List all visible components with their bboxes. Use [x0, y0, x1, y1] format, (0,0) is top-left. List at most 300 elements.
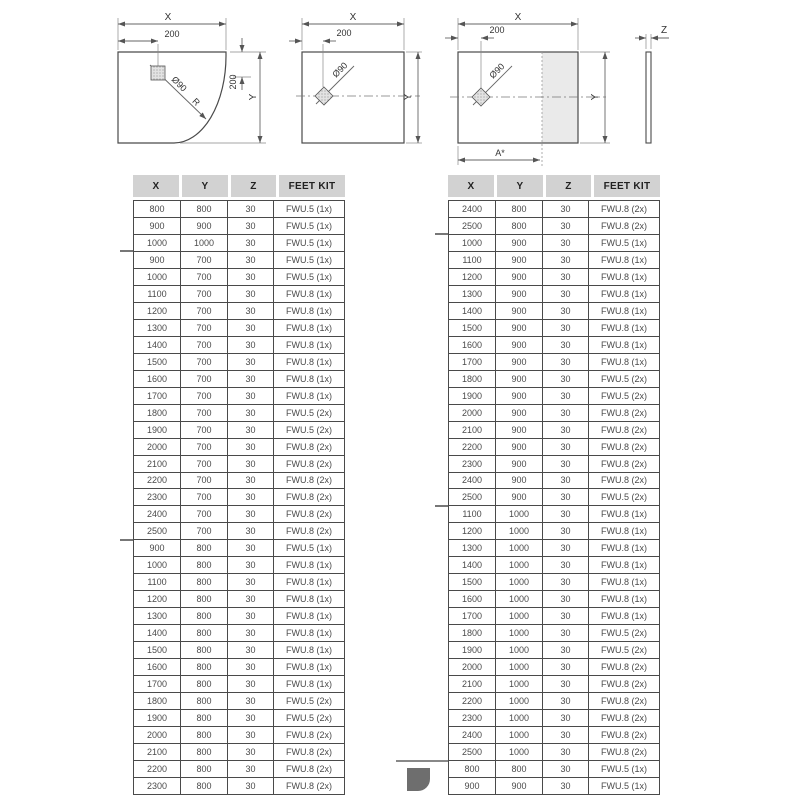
cell-z: 30 [543, 744, 589, 760]
table-row [134, 354, 344, 371]
cell-y: 700 [181, 320, 228, 336]
dim-label-y: Y [248, 93, 259, 101]
table-row [449, 761, 659, 778]
cell-y: 900 [496, 286, 543, 302]
cell-x: 1100 [134, 286, 181, 302]
cell-x: 1900 [134, 422, 181, 438]
cell-z: 30 [543, 591, 589, 607]
cell-z: 30 [543, 659, 589, 675]
cell-x: 1800 [449, 371, 496, 387]
table-row [134, 456, 344, 473]
table-row [134, 676, 344, 693]
dim-label-drain: Ø90 [487, 61, 507, 81]
table-row [449, 405, 659, 422]
table-row [134, 422, 344, 439]
cell-feet-kit: FWU.8 (1x) [286, 305, 332, 316]
cell-y: 900 [496, 388, 543, 404]
col-header-y: Y [497, 175, 543, 197]
table-row [134, 269, 344, 286]
table-row [449, 473, 659, 490]
table-row [134, 252, 344, 269]
dim-label-z: Z [660, 25, 668, 36]
table-row [134, 405, 344, 422]
cell-y: 800 [181, 557, 228, 573]
cell-z: 30 [543, 422, 589, 438]
cell-feet-kit: FWU.8 (1x) [601, 271, 647, 282]
cell-x: 1000 [134, 557, 181, 573]
cell-feet-kit: FWU.8 (2x) [601, 746, 647, 757]
dim-label-200: 200 [489, 25, 505, 35]
cell-y: 800 [181, 727, 228, 743]
cell-z: 30 [543, 218, 589, 234]
cell-y: 700 [181, 388, 228, 404]
cell-z: 30 [228, 286, 274, 302]
cell-x: 1700 [134, 388, 181, 404]
table-row [134, 286, 344, 303]
dim-label-200: 200 [336, 28, 352, 38]
cell-y: 900 [496, 320, 543, 336]
cell-y: 800 [496, 201, 543, 217]
cell-x: 1500 [134, 354, 181, 370]
cell-x: 1100 [449, 252, 496, 268]
cell-z: 30 [228, 676, 274, 692]
cell-x: 1400 [134, 337, 181, 353]
cell-z: 30 [543, 388, 589, 404]
cell-x: 1800 [449, 625, 496, 641]
cell-x: 1900 [449, 642, 496, 658]
table-row [449, 201, 659, 218]
table-row [134, 761, 344, 778]
cell-feet-kit: FWU.8 (2x) [601, 696, 647, 707]
cell-z: 30 [543, 320, 589, 336]
cell-z: 30 [543, 439, 589, 455]
cell-z: 30 [543, 252, 589, 268]
cell-z: 30 [543, 506, 589, 522]
cell-z: 30 [228, 574, 274, 590]
cell-y: 800 [181, 778, 228, 794]
cell-z: 30 [228, 456, 274, 472]
cell-x: 1900 [134, 710, 181, 726]
cell-feet-kit: FWU.8 (1x) [286, 628, 332, 639]
cell-z: 30 [543, 473, 589, 489]
cell-feet-kit: FWU.8 (1x) [601, 339, 647, 350]
cell-z: 30 [543, 778, 589, 794]
cell-y: 1000 [496, 625, 543, 641]
cell-feet-kit: FWU.8 (1x) [601, 577, 647, 588]
cell-feet-kit: FWU.5 (2x) [601, 373, 647, 384]
cell-y: 700 [181, 337, 228, 353]
cell-z: 30 [543, 625, 589, 641]
cell-feet-kit: FWU.8 (2x) [601, 679, 647, 690]
table-row [449, 591, 659, 608]
cell-x: 1800 [134, 405, 181, 421]
col-header-x: X [133, 175, 179, 197]
dim-label-y: Y [590, 93, 601, 101]
cell-x: 1300 [134, 608, 181, 624]
cell-z: 30 [228, 744, 274, 760]
cell-y: 800 [181, 642, 228, 658]
cell-feet-kit: FWU.8 (1x) [601, 543, 647, 554]
cell-feet-kit: FWU.8 (2x) [601, 441, 647, 452]
table-row [134, 693, 344, 710]
cell-feet-kit: FWU.8 (2x) [286, 475, 332, 486]
table-row [449, 693, 659, 710]
cell-z: 30 [543, 574, 589, 590]
dim-label-drain: Ø90 [169, 74, 189, 94]
cell-x: 2400 [449, 201, 496, 217]
cell-z: 30 [228, 354, 274, 370]
table-row [134, 778, 344, 794]
cell-z: 30 [543, 286, 589, 302]
cell-z: 30 [228, 235, 274, 251]
cell-feet-kit: FWU.8 (2x) [286, 780, 332, 791]
col-header-x: X [448, 175, 494, 197]
cell-z: 30 [228, 591, 274, 607]
table-row [449, 778, 659, 794]
cell-x: 2200 [134, 761, 181, 777]
cell-z: 30 [228, 320, 274, 336]
drain-symbol [151, 66, 165, 80]
dim-label-radius: R [190, 96, 202, 108]
cell-z: 30 [228, 693, 274, 709]
cell-y: 900 [496, 456, 543, 472]
dimension-lines [118, 24, 260, 143]
table-row [449, 456, 659, 473]
cell-z: 30 [228, 218, 274, 234]
table-row [449, 252, 659, 269]
cell-y: 700 [181, 506, 228, 522]
table-row [134, 625, 344, 642]
cell-x: 2400 [449, 473, 496, 489]
cell-x: 2100 [449, 676, 496, 692]
cell-y: 800 [181, 744, 228, 760]
cell-x: 1400 [449, 557, 496, 573]
cell-z: 30 [228, 489, 274, 505]
cell-y: 1000 [496, 608, 543, 624]
table-row [134, 591, 344, 608]
cell-x: 1600 [134, 659, 181, 675]
cell-feet-kit: FWU.5 (2x) [286, 713, 332, 724]
cell-feet-kit: FWU.8 (1x) [286, 662, 332, 673]
cell-feet-kit: FWU.8 (1x) [601, 594, 647, 605]
cell-x: 1700 [449, 354, 496, 370]
cell-z: 30 [228, 439, 274, 455]
cell-feet-kit: FWU.8 (1x) [601, 611, 647, 622]
cell-feet-kit: FWU.5 (1x) [601, 237, 647, 248]
cell-x: 1200 [449, 269, 496, 285]
table-row [449, 659, 659, 676]
cell-y: 1000 [181, 235, 228, 251]
cell-z: 30 [543, 489, 589, 505]
cell-x: 2200 [134, 473, 181, 489]
cell-z: 30 [228, 473, 274, 489]
table-row [449, 388, 659, 405]
cell-y: 1000 [496, 591, 543, 607]
table-row [449, 506, 659, 523]
cell-z: 30 [228, 625, 274, 641]
cell-feet-kit: FWU.8 (2x) [286, 763, 332, 774]
cell-x: 2100 [134, 744, 181, 760]
cell-feet-kit: FWU.8 (1x) [601, 560, 647, 571]
cell-feet-kit: FWU.8 (1x) [601, 305, 647, 316]
table-row [449, 489, 659, 506]
table-row [449, 354, 659, 371]
cell-z: 30 [228, 201, 274, 217]
cell-y: 800 [181, 676, 228, 692]
cell-y: 800 [181, 608, 228, 624]
cell-x: 2400 [449, 727, 496, 743]
cell-y: 700 [181, 523, 228, 539]
cell-feet-kit: FWU.8 (1x) [286, 645, 332, 656]
cell-x: 2500 [449, 744, 496, 760]
cell-z: 30 [543, 693, 589, 709]
dim-label-y: Y [403, 93, 414, 101]
shaded-cut-zone [542, 52, 578, 143]
dimension-lines [289, 24, 418, 143]
table-row [134, 320, 344, 337]
col-header-z: Z [546, 175, 591, 197]
col-header-feet-kit: FEET KIT [279, 175, 345, 197]
cell-x: 2500 [134, 523, 181, 539]
cell-x: 2000 [449, 405, 496, 421]
cell-y: 1000 [496, 506, 543, 522]
section-divider-tick [435, 505, 448, 507]
cell-x: 1300 [134, 320, 181, 336]
cell-x: 1300 [449, 286, 496, 302]
table-row [449, 642, 659, 659]
cell-feet-kit: FWU.8 (1x) [286, 679, 332, 690]
cell-y: 800 [181, 625, 228, 641]
table-row [449, 269, 659, 286]
cell-x: 900 [449, 778, 496, 794]
cell-x: 1200 [134, 591, 181, 607]
cell-y: 800 [181, 710, 228, 726]
col-header-feet-kit: FEET KIT [594, 175, 660, 197]
table-row [134, 506, 344, 523]
cell-feet-kit: FWU.8 (2x) [286, 509, 332, 520]
drawing-quadrant-tray [118, 12, 266, 143]
cell-feet-kit: FWU.8 (2x) [286, 458, 332, 469]
cell-z: 30 [543, 337, 589, 353]
cell-feet-kit: FWU.8 (1x) [286, 356, 332, 367]
cell-z: 30 [543, 540, 589, 556]
cell-feet-kit: FWU.5 (2x) [286, 696, 332, 707]
cell-feet-kit: FWU.5 (2x) [601, 628, 647, 639]
drawing-side-profile [635, 25, 669, 143]
cell-z: 30 [543, 405, 589, 421]
cell-y: 700 [181, 456, 228, 472]
cell-z: 30 [228, 303, 274, 319]
cell-y: 900 [496, 778, 543, 794]
cell-z: 30 [228, 405, 274, 421]
dim-label-x: X [164, 12, 172, 23]
table-row [134, 371, 344, 388]
cell-x: 2300 [134, 489, 181, 505]
table-row [449, 608, 659, 625]
size-table-left [133, 175, 345, 795]
cell-z: 30 [543, 269, 589, 285]
table-row [449, 218, 659, 235]
cell-x: 1000 [449, 235, 496, 251]
cell-y: 900 [496, 405, 543, 421]
cell-z: 30 [543, 727, 589, 743]
dim-label-x: X [514, 12, 522, 23]
cell-x: 1600 [449, 337, 496, 353]
cell-x: 1500 [449, 320, 496, 336]
table-row [134, 727, 344, 744]
cell-feet-kit: FWU.5 (2x) [286, 407, 332, 418]
cell-feet-kit: FWU.8 (1x) [286, 594, 332, 605]
table-row [134, 439, 344, 456]
table-row [449, 744, 659, 761]
table-row [134, 523, 344, 540]
cell-z: 30 [228, 422, 274, 438]
section-divider-tick [120, 539, 133, 541]
cell-z: 30 [543, 608, 589, 624]
cell-y: 1000 [496, 710, 543, 726]
cell-y: 900 [496, 439, 543, 455]
cell-y: 700 [181, 405, 228, 421]
cell-feet-kit: FWU.5 (1x) [286, 237, 332, 248]
cell-z: 30 [228, 540, 274, 556]
cell-y: 700 [181, 286, 228, 302]
table-row [134, 473, 344, 490]
cell-y: 1000 [496, 693, 543, 709]
dim-label-x: X [349, 12, 357, 23]
cell-feet-kit: FWU.8 (1x) [601, 322, 647, 333]
cell-x: 2100 [449, 422, 496, 438]
cell-feet-kit: FWU.5 (2x) [601, 492, 647, 503]
cell-y: 1000 [496, 557, 543, 573]
cell-x: 1800 [134, 693, 181, 709]
table-row [449, 303, 659, 320]
quadrant-outline [118, 52, 226, 143]
profile-outline [646, 52, 651, 143]
cell-x: 1200 [449, 523, 496, 539]
table-row [134, 540, 344, 557]
cell-x: 2000 [449, 659, 496, 675]
cell-z: 30 [543, 354, 589, 370]
cell-feet-kit: FWU.8 (1x) [286, 577, 332, 588]
cell-x: 1500 [449, 574, 496, 590]
table-row [449, 727, 659, 744]
cell-z: 30 [228, 727, 274, 743]
cell-x: 1600 [134, 371, 181, 387]
cell-x: 800 [449, 761, 496, 777]
cell-y: 700 [181, 473, 228, 489]
cell-x: 2200 [449, 439, 496, 455]
cell-feet-kit: FWU.8 (1x) [286, 322, 332, 333]
table-row [449, 625, 659, 642]
cell-feet-kit: FWU.8 (1x) [286, 611, 332, 622]
cell-x: 2300 [134, 778, 181, 794]
cell-z: 30 [543, 303, 589, 319]
cell-feet-kit: FWU.8 (2x) [601, 424, 647, 435]
cell-feet-kit: FWU.5 (1x) [286, 254, 332, 265]
technical-drawings [0, 0, 800, 172]
cell-feet-kit: FWU.8 (2x) [601, 220, 647, 231]
cell-z: 30 [228, 608, 274, 624]
cell-z: 30 [228, 506, 274, 522]
cell-feet-kit: FWU.5 (2x) [601, 645, 647, 656]
cell-feet-kit: FWU.8 (2x) [601, 407, 647, 418]
cell-feet-kit: FWU.8 (1x) [286, 288, 332, 299]
cell-z: 30 [543, 371, 589, 387]
cell-y: 700 [181, 439, 228, 455]
cell-feet-kit: FWU.8 (1x) [286, 390, 332, 401]
table-row [134, 744, 344, 761]
col-header-y: Y [182, 175, 228, 197]
cell-y: 900 [496, 252, 543, 268]
cell-y: 900 [496, 489, 543, 505]
table-row [134, 303, 344, 320]
cell-feet-kit: FWU.5 (1x) [286, 271, 332, 282]
cell-feet-kit: FWU.8 (1x) [601, 288, 647, 299]
dim-label-200-side: 200 [228, 74, 238, 90]
cell-x: 1100 [134, 574, 181, 590]
cell-y: 1000 [496, 574, 543, 590]
cell-x: 1600 [449, 591, 496, 607]
cell-x: 1400 [134, 625, 181, 641]
table-header [448, 175, 660, 197]
cell-x: 800 [134, 201, 181, 217]
table-row [134, 337, 344, 354]
cell-feet-kit: FWU.8 (2x) [286, 746, 332, 757]
table-row [449, 540, 659, 557]
drawing-square-tray [289, 12, 422, 143]
cell-x: 2400 [134, 506, 181, 522]
cell-z: 30 [543, 761, 589, 777]
cell-x: 1700 [134, 676, 181, 692]
table-row [449, 422, 659, 439]
cell-feet-kit: FWU.8 (2x) [601, 730, 647, 741]
cell-feet-kit: FWU.5 (1x) [601, 763, 647, 774]
cell-feet-kit: FWU.5 (1x) [286, 543, 332, 554]
cell-z: 30 [543, 456, 589, 472]
cell-feet-kit: FWU.8 (2x) [286, 730, 332, 741]
table-row [134, 388, 344, 405]
quadrant-tray-icon [407, 768, 430, 791]
cell-y: 700 [181, 252, 228, 268]
cell-z: 30 [228, 371, 274, 387]
cell-feet-kit: FWU.8 (1x) [286, 560, 332, 571]
cell-z: 30 [543, 523, 589, 539]
cell-z: 30 [228, 523, 274, 539]
cell-y: 900 [496, 473, 543, 489]
table-header [133, 175, 345, 197]
dim-label-200-top: 200 [164, 29, 180, 39]
cell-y: 900 [496, 371, 543, 387]
cell-feet-kit: FWU.5 (1x) [286, 203, 332, 214]
cell-z: 30 [228, 337, 274, 353]
cell-z: 30 [228, 557, 274, 573]
table-row [134, 235, 344, 252]
table-row [449, 235, 659, 252]
cell-y: 800 [181, 591, 228, 607]
extension-lines [118, 18, 266, 143]
cell-y: 700 [181, 371, 228, 387]
dimension-lines [445, 24, 605, 160]
cell-feet-kit: FWU.8 (2x) [601, 713, 647, 724]
cell-x: 900 [134, 540, 181, 556]
cell-feet-kit: FWU.8 (2x) [286, 526, 332, 537]
cell-x: 2300 [449, 456, 496, 472]
cell-z: 30 [228, 388, 274, 404]
cell-z: 30 [228, 642, 274, 658]
cell-feet-kit: FWU.8 (2x) [601, 203, 647, 214]
cell-x: 2000 [134, 439, 181, 455]
cell-y: 1000 [496, 676, 543, 692]
